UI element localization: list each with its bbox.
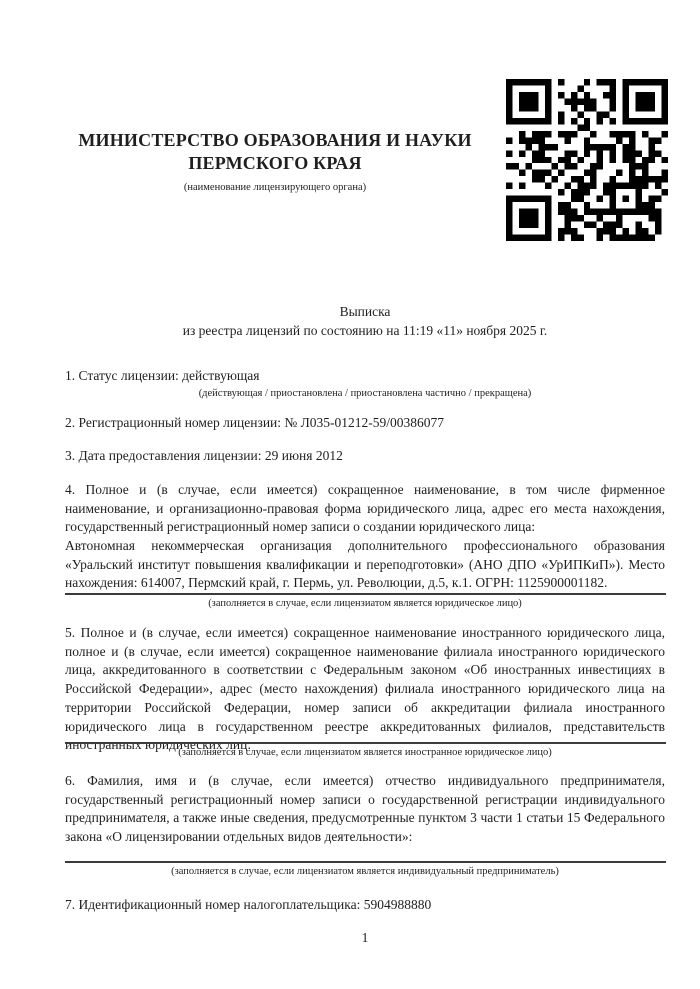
document-title-line2: из реестра лицензий по состоянию на 11:19 «11» ноября 2025 г. <box>182 323 548 338</box>
qr-code <box>506 79 668 241</box>
document-title <box>65 302 665 340</box>
item-5-note: (заполняется в случае, если лицензиатом является иностранное юридическое лицо) <box>178 747 552 758</box>
item-4-legal-entity <box>65 481 665 537</box>
ministry-name-line1: МИНИСТЕРСТВО ОБРАЗОВАНИЯ И НАУКИ <box>78 130 472 150</box>
item-1-license-status: 1. Статус лицензии: действующая <box>65 368 260 383</box>
item-3-grant-date: 3. Дата предоставления лицензии: 29 июня 2012 <box>65 448 343 463</box>
item-1-note: (действующая / приостановлена / приостановлена частично / прекращена) <box>198 388 532 399</box>
item-4-note: (заполняется в случае, если лицензиатом является юридическое лицо) <box>208 598 522 609</box>
item-4-label: 4. Полное и (в случае, если имеется) сокращенное наименование, в том числе фирменное наименование, и организационно-правовая форма юридического лица, адрес его места нахождения, государственный регистрационный номер записи о создании юридического лица: <box>65 482 665 535</box>
item-2-registration-number: 2. Регистрационный номер лицензии: № Л035-01212-59/00386077 <box>65 415 445 430</box>
page-number: 1 <box>361 930 369 945</box>
document-title-line1: Выписка <box>339 304 391 319</box>
item-6-note: (заполняется в случае, если лицензиатом является индивидуальный предприниматель) <box>171 866 559 877</box>
authority-caption: (наименование лицензирующего органа) <box>183 182 367 193</box>
item-5-foreign-entity: 5. Полное и (в случае, если имеется) сокращенное наименование иностранного юридического лица, полное и (в случае, если имеется) сокращенное наименование филиала иностранного юридического лица, аккредитованного в соответствии с Федеральным законом «Об иностранных инвестициях в Российской Федерации», адрес (место нахождения) филиала иностранного юридического лица на территории Российской Федерации, номер записи об аккредитации филиала иностранного юридического лица в государственном реестре аккредитованных филиалов, представительств иностранных юридических лиц: <box>65 625 665 753</box>
licensing-authority-header <box>63 129 487 194</box>
item-4-value: Автономная некоммерческая организация дополнительного профессионального образования «Уральский институт повышения квалификации и переподготовки» (АНО ДПО «УрИПКиП»). Место нахождения: 614007, Пермский край, г. Пермь, ул. Революции, д.5, к.1. ОГРН: 1125900001182. <box>65 538 665 591</box>
item-4-fill-rule <box>65 593 666 595</box>
item-5-fill-rule <box>65 742 666 744</box>
item-7-taxpayer-number: 7. Идентификационный номер налогоплательщика: 5904988880 <box>65 897 432 912</box>
ministry-name-line2: ПЕРМСКОГО КРАЯ <box>188 153 362 173</box>
item-6-individual-entrepreneur: 6. Фамилия, имя и (в случае, если имеется) отчество индивидуального предпринимателя, государственный регистрационный номер записи о государственной регистрации индивидуального предпринимателя, а также иные сведения, предусмотренные пунктом 3 части 1 статьи 15 Федерального закона «О лицензировании отдельных видов деятельности»: <box>65 773 665 845</box>
item-6-fill-rule <box>65 861 666 863</box>
